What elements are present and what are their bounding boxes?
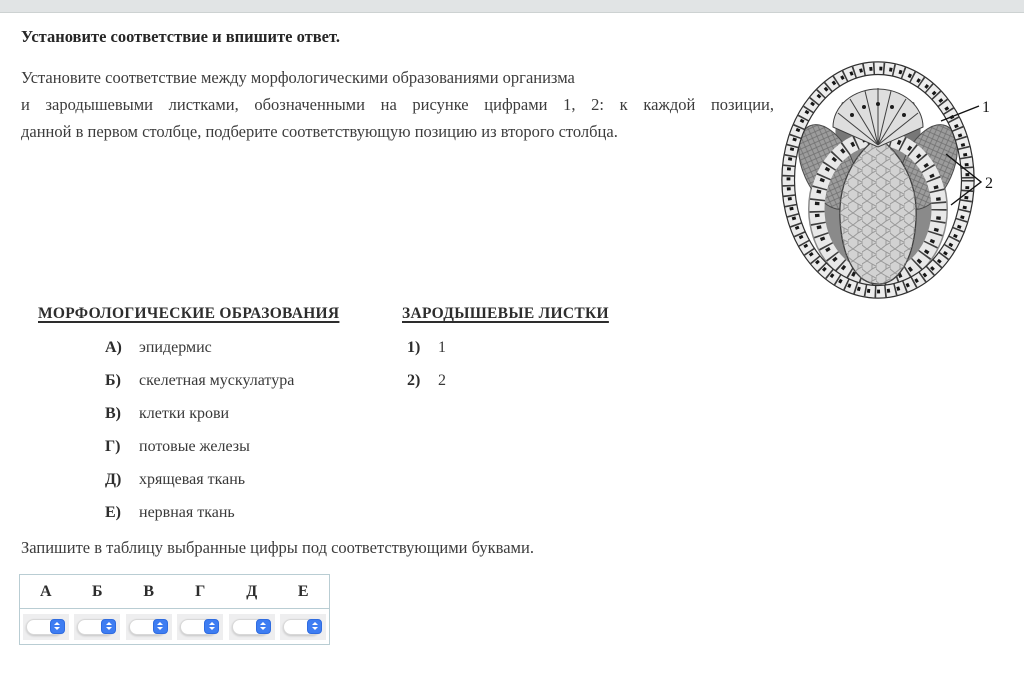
match-row-b xyxy=(0,370,780,392)
top-bar xyxy=(0,0,1024,13)
task-description xyxy=(21,64,774,145)
item-text: клетки крови xyxy=(139,405,230,422)
figure-label-1: 1 xyxy=(982,99,990,116)
answer-stepper-a[interactable] xyxy=(23,614,69,640)
answer-col-header-b: Б xyxy=(91,582,103,600)
chevron-up-icon xyxy=(260,622,266,625)
answer-stepper-d[interactable] xyxy=(229,614,275,640)
answer-stepper-v[interactable] xyxy=(126,614,172,640)
match-row-a xyxy=(0,337,780,359)
task-description-line: и зародышевыми листками, обозначенными на рисунке цифрами 1, 2: к каждой позиции, xyxy=(21,95,774,114)
chevron-up-icon xyxy=(209,622,215,625)
answer-col-header-v: В xyxy=(143,582,155,600)
answer-instruction: Запишите в таблицу выбранные цифры под соответствующими буквами. xyxy=(21,538,534,557)
gastrula-figure xyxy=(778,57,1011,303)
stepper-up-down-button[interactable] xyxy=(256,619,271,634)
chevron-down-icon xyxy=(260,627,266,630)
answer-table xyxy=(19,574,330,645)
item-text: нервная ткань xyxy=(139,504,235,521)
option-text: 2 xyxy=(438,372,446,389)
chevron-up-icon xyxy=(157,622,163,625)
item-letter: Г) xyxy=(105,438,121,455)
chevron-down-icon xyxy=(209,627,215,630)
item-letter: Д) xyxy=(105,471,122,488)
stepper-up-down-button[interactable] xyxy=(204,619,219,634)
chevron-down-icon xyxy=(106,627,112,630)
task-description-line: данной в первом столбце, подберите соответствующую позицию из второго столбца. xyxy=(21,122,618,141)
stepper-up-down-button[interactable] xyxy=(153,619,168,634)
answer-stepper-g[interactable] xyxy=(177,614,223,640)
match-row-g xyxy=(0,436,780,458)
gastrula-figure-image xyxy=(778,57,1011,303)
stepper-up-down-button[interactable] xyxy=(50,619,65,634)
answer-col-header-e: Е xyxy=(297,582,309,600)
match-row-v xyxy=(0,403,780,425)
chevron-up-icon xyxy=(312,622,318,625)
task-title: Установите соответствие и впишите ответ. xyxy=(21,27,340,46)
option-text: 1 xyxy=(438,339,446,356)
chevron-down-icon xyxy=(157,627,163,630)
item-letter: В) xyxy=(105,405,121,422)
option-number: 1) xyxy=(407,339,421,356)
answer-stepper-b[interactable] xyxy=(74,614,120,640)
chevron-up-icon xyxy=(54,622,60,625)
item-letter: Б) xyxy=(105,372,121,389)
answer-col-header-a: А xyxy=(39,582,52,600)
answer-stepper-e[interactable] xyxy=(280,614,326,640)
chevron-down-icon xyxy=(312,627,318,630)
item-text: хрящевая ткань xyxy=(139,471,246,488)
item-letter: А) xyxy=(105,339,122,356)
answer-col-header-g: Г xyxy=(195,582,206,600)
stepper-up-down-button[interactable] xyxy=(307,619,322,634)
match-row-e xyxy=(0,502,780,524)
option-number: 2) xyxy=(407,372,421,389)
task-description-line: Установите соответствие между морфологическими образованиями организма xyxy=(21,68,575,87)
left-column-header: МОРФОЛОГИЧЕСКИЕ ОБРАЗОВАНИЯ xyxy=(38,305,340,322)
stepper-up-down-button[interactable] xyxy=(101,619,116,634)
answer-header-row xyxy=(20,575,329,609)
item-letter: Е) xyxy=(105,504,121,521)
right-column-header: ЗАРОДЫШЕВЫЕ ЛИСТКИ xyxy=(402,305,609,322)
chevron-up-icon xyxy=(106,622,112,625)
item-text: эпидермис xyxy=(139,339,212,356)
match-row-d xyxy=(0,469,780,491)
figure-label-2: 2 xyxy=(985,175,993,192)
item-text: скелетная мускулатура xyxy=(139,372,295,389)
answer-input-row xyxy=(20,609,329,644)
answer-col-header-d: Д xyxy=(246,582,258,600)
chevron-down-icon xyxy=(54,627,60,630)
item-text: потовые железы xyxy=(139,438,250,455)
